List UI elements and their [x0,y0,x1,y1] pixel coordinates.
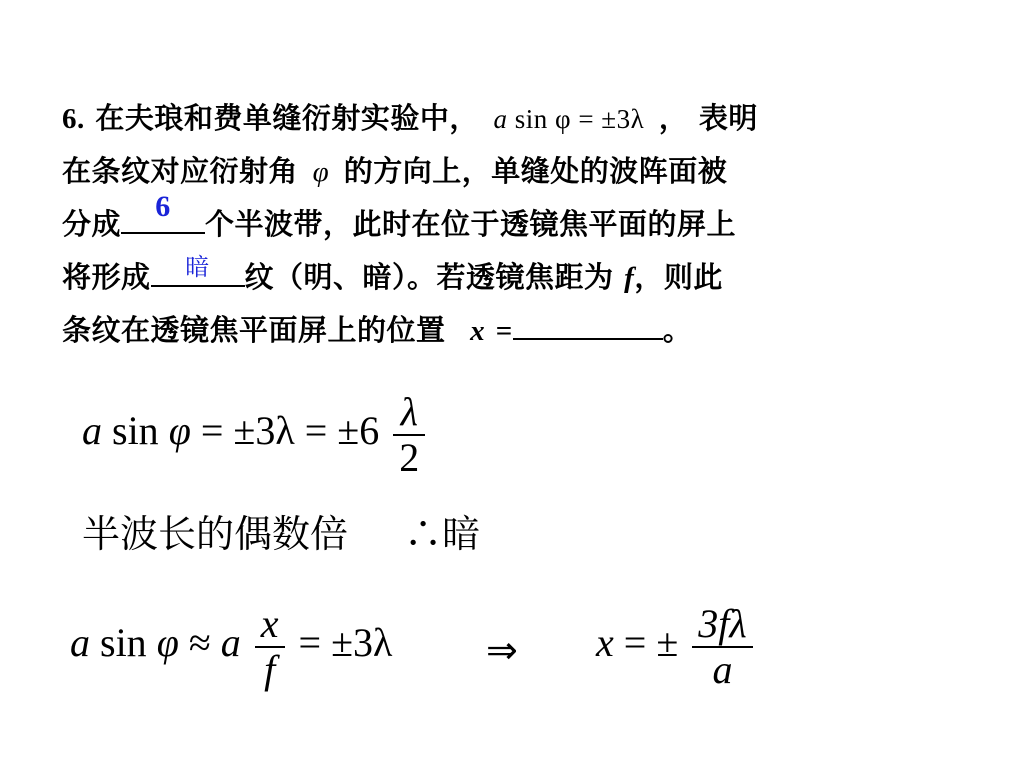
phi-symbol: φ [312,156,330,188]
note-text: 半波长的偶数倍 [82,512,349,556]
var-a: a [82,408,102,454]
question-text: 分成 [62,207,122,241]
answer-blank-3 [513,308,663,340]
equation-position [596,602,757,692]
conclusion-note [82,503,480,558]
question-text: 的方向上，单缝处的波阵面被 [343,154,728,188]
inline-formula [493,104,644,134]
equation-half-wave [82,390,429,480]
fraction-lambda-over-2 [393,390,425,480]
question-text: 将形成 [62,260,151,294]
question-block [62,92,962,357]
fraction-x-over-f [255,602,285,692]
var-phi: φ [168,408,191,454]
answer-blank-1 [121,190,205,234]
var-a: a [220,620,241,666]
equation-middle: = ±3λ = ±6 [190,408,380,454]
fraction-denominator: a [712,647,733,692]
question-number: 6. [62,103,85,135]
fraction-denominator: 2 [399,435,420,480]
question-line-1 [62,92,962,145]
formula-rest: sin φ = ±3λ [507,104,645,134]
var-x: x [596,620,614,666]
question-line-5 [62,304,962,357]
var-phi: φ [156,620,179,666]
approx-sign: ≈ [178,620,221,666]
question-text: 在夫琅和费单缝衍射实验中， [95,101,479,135]
fraction-numerator: 3fλ [698,601,747,646]
fraction-3f-lambda-over-a [692,602,752,692]
equation-small-angle [70,602,392,692]
fraction-numerator: x [260,601,279,646]
question-text: 条纹在透镜焦平面屏上的位置 [62,313,446,347]
implies-arrow: ⇒ [486,628,518,672]
question-text: ， 表明 [658,101,758,135]
sin-function: sin [100,620,147,666]
focal-length-symbol: f [624,262,635,294]
question-text: 纹（明、暗）。若透镜焦距为 [244,260,614,294]
equals-sign: = [495,315,513,347]
question-text: 在条纹对应衍射角 [62,154,299,188]
fraction-numerator: λ [400,389,418,434]
answer-1: 6 [155,190,171,223]
answer-2: 暗 [185,253,210,281]
question-line-4 [62,251,962,304]
equals-plus-minus: = ± [613,620,679,666]
question-text: ，则此 [634,260,723,294]
equation-rhs: = ±3λ [288,620,393,666]
sin-function: sin [112,408,159,454]
fraction-denominator: f [264,647,276,692]
formula-var-a: a [493,104,508,134]
therefore-dark: ∴暗 [404,512,481,556]
answer-blank-2 [151,255,245,287]
position-symbol: x [470,315,486,347]
var-a: a [70,620,90,666]
question-text: 。 [662,313,693,347]
question-text: 个半波带，此时在位于透镜焦平面的屏上 [205,207,737,241]
